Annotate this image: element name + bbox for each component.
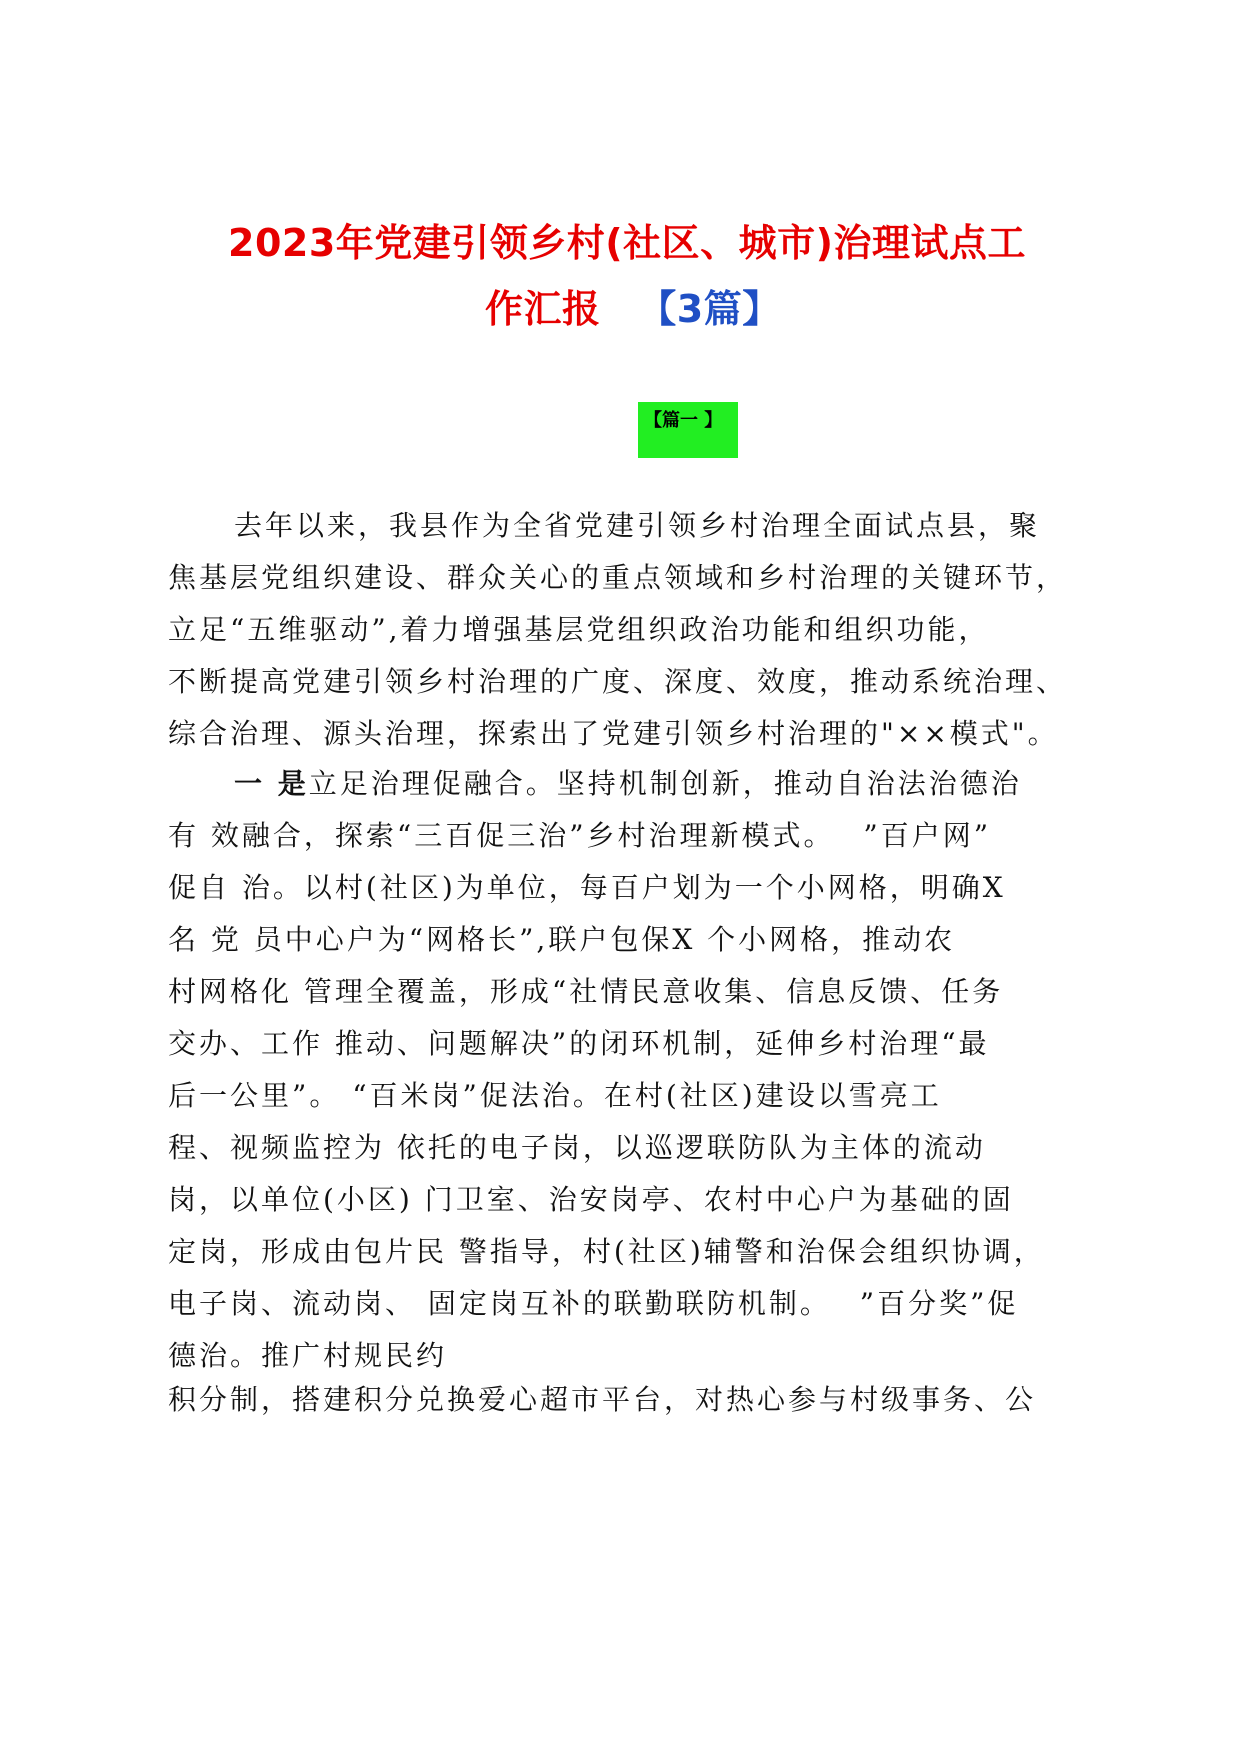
paragraph-line: 积分制，搭建积分兑换爱心超市平台，对热心参与村级事务、公 — [168, 1383, 1037, 1416]
paragraph-first-line — [234, 758, 1022, 810]
document-title-line1: 2023年党建引领乡村(社区、城市)治理试点工 — [228, 221, 1026, 265]
section-badge-label: 【篇一 】 — [644, 410, 723, 431]
paragraph-line: 程、视频监控为 依托的电子岗，以巡逻联防队为主体的流动 — [168, 1131, 986, 1164]
paragraph-line: 有 效融合，探索“三百促三治”乡村治理新模式。 ”百户网” — [168, 819, 992, 852]
paragraph-line: 促自 治。以村(社区)为单位，每百户划为一个小网格，明确X — [168, 871, 1006, 904]
document-title-suffix: 【3篇】 — [638, 287, 781, 331]
paragraph-line: 不断提高党建引领乡村治理的广度、深度、效度，推动系统治理、 — [168, 665, 1068, 698]
document-title-main: 作汇报 — [485, 287, 601, 331]
paragraph-lead: 一 是 — [234, 767, 309, 800]
paragraph-line: 综合治理、源头治理，探索出了党建引领乡村治理的"××模式"。 — [168, 717, 1059, 750]
paragraph-line: 岗，以单位(小区) 门卫室、治安岗亭、农村中心户为基础的固 — [168, 1183, 1014, 1216]
paragraph-line: 定岗，形成由包片民 警指导，村(社区)辅警和治保会组织协调， — [168, 1235, 1045, 1268]
paragraph-line: 后一公里”。 “百米岗”促法治。在村(社区)建设以雪亮工 — [168, 1079, 942, 1112]
paragraph-line: 德治。推广村规民约 — [168, 1339, 448, 1372]
paragraph-line: 村网格化 管理全覆盖，形成“社情民意收集、信息反馈、任务 — [168, 975, 1004, 1008]
paragraph-line: 交办、工作 推动、问题解决”的闭环机制，延伸乡村治理“最 — [168, 1027, 990, 1060]
paragraph-line: 焦基层党组织建设、群众关心的重点领域和乡村治理的关键环节， — [168, 561, 1068, 594]
paragraph-line: 电子岗、流动岗、 固定岗互补的联勤联防机制。 ”百分奖”促 — [168, 1287, 1019, 1320]
paragraph-first-text: 立足治理促融合。坚持机制创新，推动自治法治德治 — [308, 767, 1022, 800]
paragraph-line: 名 党 员中心户为“网格长”,联户包保X 个小网格，推动农 — [168, 923, 956, 956]
document-title-line2 — [485, 278, 1240, 333]
section-badge — [638, 402, 738, 458]
paragraph-line: 去年以来，我县作为全省党建引领乡村治理全面试点县，聚 — [234, 509, 1041, 542]
paragraph-line: 立足“五维驱动”,着力增强基层党组织政治功能和组织功能， — [168, 613, 990, 646]
